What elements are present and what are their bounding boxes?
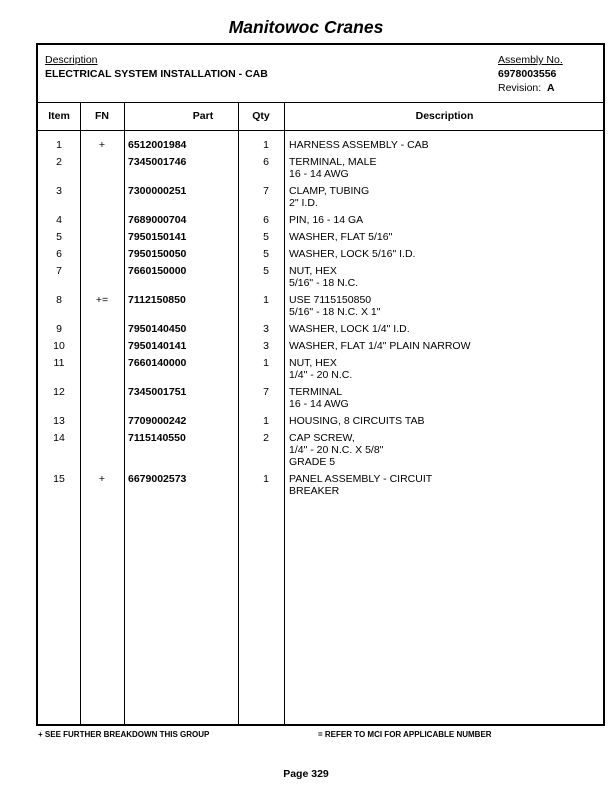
part-description — [289, 248, 589, 260]
part-number: 7950140450 — [128, 323, 187, 335]
part-number: 7345001751 — [128, 386, 187, 398]
description-line: 2" I.D. — [289, 197, 318, 209]
description-line: NUT, HEX — [289, 265, 337, 277]
description-line: HARNESS ASSEMBLY - CAB — [289, 139, 429, 151]
item-number: 7 — [56, 265, 62, 277]
part-number: 7660140000 — [128, 357, 187, 369]
description-line: BREAKER — [289, 485, 340, 497]
description-line: 16 - 14 AWG — [289, 168, 349, 180]
legend-refer-mci: = REFER TO MCI FOR APPLICABLE NUMBER — [318, 730, 492, 739]
part-description — [289, 340, 589, 352]
quantity: 5 — [263, 248, 269, 260]
description-line: 1/4" - 20 N.C. — [289, 369, 353, 381]
quantity: 5 — [263, 265, 269, 277]
item-number: 1 — [56, 139, 62, 151]
quantity: 5 — [263, 231, 269, 243]
description-line: CLAMP, TUBING — [289, 185, 370, 197]
description-line: TERMINAL — [289, 386, 343, 398]
description-line: WASHER, LOCK 5/16" I.D. — [289, 248, 416, 260]
quantity: 6 — [263, 214, 269, 226]
fn-code: += — [95, 294, 109, 306]
description-line: WASHER, FLAT 1/4" PLAIN NARROW — [289, 340, 471, 352]
parts-table-frame — [36, 43, 605, 726]
description-line: WASHER, FLAT 5/16" — [289, 231, 393, 243]
item-number: 10 — [53, 340, 65, 352]
description-value: ELECTRICAL SYSTEM INSTALLATION - CAB — [45, 68, 268, 80]
quantity: 1 — [263, 415, 269, 427]
brand-title: Manitowoc Cranes — [228, 17, 384, 37]
part-number: 6512001984 — [128, 139, 187, 151]
part-description — [289, 473, 589, 497]
column-divider — [80, 103, 81, 724]
quantity: 3 — [263, 340, 269, 352]
part-description — [289, 386, 589, 410]
legend-see-breakdown: + SEE FURTHER BREAKDOWN THIS GROUP — [38, 730, 210, 739]
item-number: 9 — [56, 323, 62, 335]
item-number: 14 — [53, 432, 65, 444]
description-line: NUT, HEX — [289, 357, 337, 369]
description-line: 5/16" - 18 N.C. X 1" — [289, 306, 381, 318]
description-line: 5/16" - 18 N.C. — [289, 277, 359, 289]
quantity: 1 — [263, 294, 269, 306]
page-number: Page 329 — [283, 768, 329, 780]
quantity: 7 — [263, 386, 269, 398]
description-line: CAP SCREW, — [289, 432, 355, 444]
description-line: 1/4" - 20 N.C. X 5/8" — [289, 444, 384, 456]
part-description — [289, 185, 589, 209]
description-line: 16 - 14 AWG — [289, 398, 349, 410]
description-block — [45, 53, 268, 81]
description-label: Description — [45, 54, 98, 66]
column-header-item: Item — [48, 110, 70, 122]
quantity: 1 — [263, 473, 269, 485]
description-line: USE 7115150850 — [289, 294, 372, 306]
part-number: 7950150050 — [128, 248, 187, 260]
column-header-fn: FN — [95, 110, 109, 122]
revision-line — [498, 81, 563, 95]
part-description — [289, 156, 589, 180]
quantity: 3 — [263, 323, 269, 335]
item-number: 8 — [56, 294, 62, 306]
revision-label: Revision: — [498, 82, 542, 94]
item-number: 15 — [53, 473, 65, 485]
part-number: 7112150850 — [128, 294, 186, 306]
quantity: 7 — [263, 185, 269, 197]
part-description — [289, 415, 589, 427]
part-description — [289, 265, 589, 289]
part-description — [289, 231, 589, 243]
revision-value: A — [547, 82, 555, 94]
assembly-block — [498, 53, 563, 95]
part-number: 7689000704 — [128, 214, 187, 226]
item-number: 3 — [56, 185, 62, 197]
item-number: 4 — [56, 214, 62, 226]
part-number: 7345001746 — [128, 156, 187, 168]
part-description — [289, 294, 589, 318]
assembly-header — [38, 45, 603, 103]
item-number: 11 — [53, 357, 65, 369]
description-line: PIN, 16 - 14 GA — [289, 214, 364, 226]
part-description — [289, 323, 589, 335]
column-divider — [284, 103, 285, 724]
part-number: 7950140141 — [128, 340, 187, 352]
item-number: 6 — [56, 248, 62, 260]
description-line: PANEL ASSEMBLY - CIRCUIT — [289, 473, 433, 485]
description-line: TERMINAL, MALE — [289, 156, 377, 168]
column-header-description: Description — [415, 110, 474, 122]
item-number: 2 — [56, 156, 62, 168]
assembly-label: Assembly No. — [498, 54, 563, 66]
part-number: 6679002573 — [128, 473, 187, 485]
description-line: WASHER, LOCK 1/4" I.D. — [289, 323, 410, 335]
column-headers — [38, 103, 603, 131]
quantity: 6 — [263, 156, 269, 168]
column-divider — [124, 103, 125, 724]
part-number: 7660150000 — [128, 265, 187, 277]
part-description — [289, 139, 589, 151]
quantity: 1 — [263, 357, 269, 369]
fn-code: + — [98, 139, 106, 151]
column-header-part: Part — [192, 110, 214, 122]
assembly-number: 6978003556 — [498, 68, 557, 80]
item-number: 13 — [53, 415, 65, 427]
description-line: HOUSING, 8 CIRCUITS TAB — [289, 415, 425, 427]
part-number: 7950150141 — [128, 231, 187, 243]
description-line: GRADE 5 — [289, 456, 336, 468]
item-number: 12 — [53, 386, 65, 398]
part-number: 7709000242 — [128, 415, 187, 427]
part-number: 7115140550 — [128, 432, 186, 444]
fn-code: + — [98, 473, 106, 485]
quantity: 2 — [263, 432, 269, 444]
part-number: 7300000251 — [128, 185, 187, 197]
quantity: 1 — [263, 139, 269, 151]
part-description — [289, 214, 589, 226]
part-description — [289, 357, 589, 381]
part-description — [289, 432, 589, 468]
item-number: 5 — [56, 231, 62, 243]
column-header-qty: Qty — [252, 110, 270, 122]
